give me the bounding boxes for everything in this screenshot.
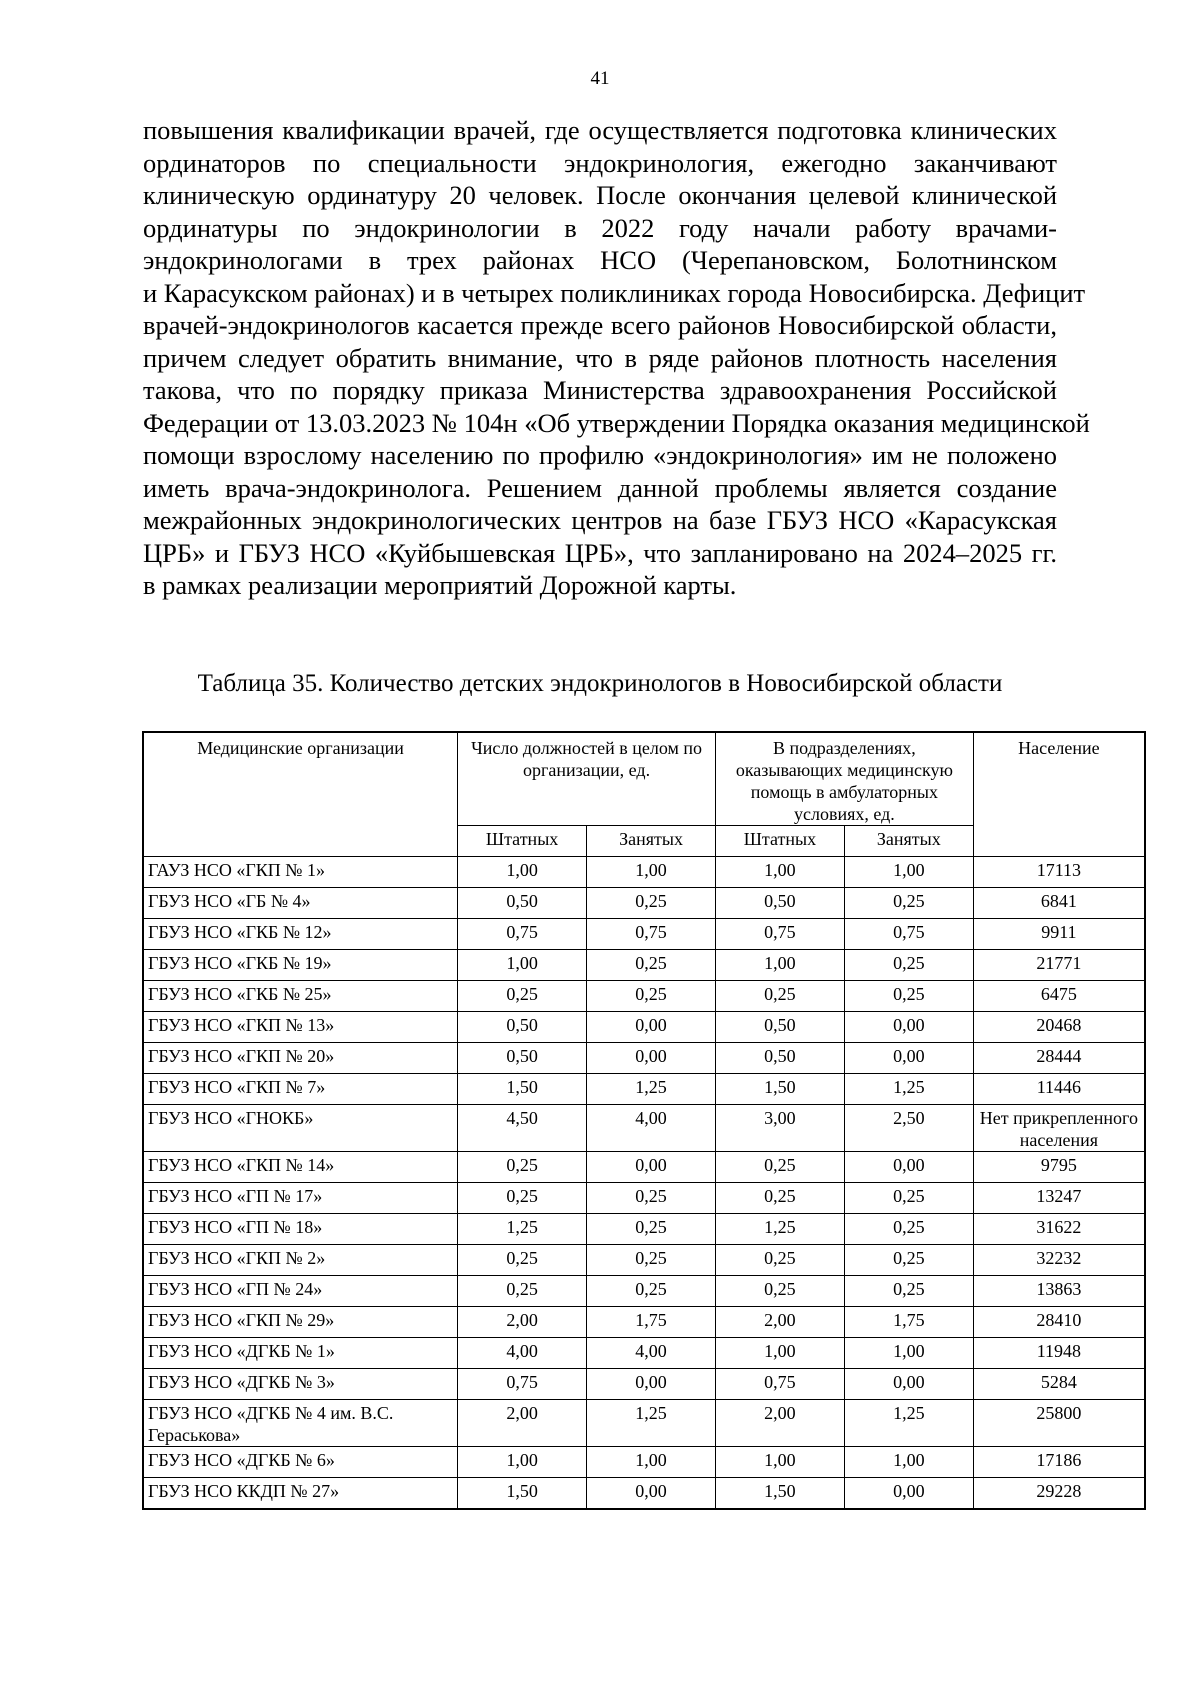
cell-outpatient-occupied: 0,25 [844,888,973,919]
cell-outpatient-occupied: 0,25 [844,1183,973,1214]
table-body [144,857,1145,1509]
cell-outpatient-occupied: 1,25 [844,1400,973,1447]
table-row [144,981,1145,1012]
table-row [144,1447,1145,1478]
cell-outpatient-occupied: 0,25 [844,981,973,1012]
cell-outpatient-occupied: 1,00 [844,857,973,888]
cell-total-staff: 1,00 [458,950,587,981]
cell-outpatient-occupied: 0,00 [844,1043,973,1074]
cell-total-occupied: 0,25 [587,1276,716,1307]
cell-total-occupied: 0,00 [587,1012,716,1043]
header-total-occupied: Занятых [587,826,716,857]
cell-outpatient-occupied: 0,00 [844,1369,973,1400]
cell-outpatient-staff: 1,25 [715,1214,844,1245]
paragraph-line: в рамках реализации мероприятий Дорожной карты. [143,570,737,600]
cell-population: 32232 [973,1245,1144,1276]
cell-total-staff: 0,25 [458,1276,587,1307]
cell-organization: ГАУЗ НСО «ГКП № 1» [144,857,458,888]
table-row [144,1152,1145,1183]
cell-total-occupied: 0,00 [587,1043,716,1074]
cell-total-occupied: 1,00 [587,857,716,888]
cell-organization: ГБУЗ НСО «ДГКБ № 6» [144,1447,458,1478]
paragraph-line: ординатуры по эндокринологии в 2022 году начали работу врачами- [143,212,1057,243]
table-row [144,1012,1145,1043]
cell-total-occupied: 1,75 [587,1307,716,1338]
paragraph-line: повышения квалификации врачей, где осуществляется подготовка клинических [143,115,1057,145]
cell-outpatient-occupied: 0,25 [844,1276,973,1307]
cell-total-staff: 0,75 [458,919,587,950]
paragraph-line: помощи взрослому населению по профилю «эндокринология» им не положено [143,440,1057,470]
cell-population: 6475 [973,981,1144,1012]
cell-outpatient-staff: 2,00 [715,1400,844,1447]
cell-population: 28444 [973,1043,1144,1074]
cell-total-staff: 0,25 [458,1245,587,1276]
cell-organization: ГБУЗ НСО «ГКП № 2» [144,1245,458,1276]
paragraph-line: клиническую ординатуру 20 человек. После окончания целевой клинической [143,180,1057,210]
cell-total-staff: 1,50 [458,1074,587,1105]
cell-organization: ГБУЗ НСО «ГКБ № 19» [144,950,458,981]
header-total-staff: Штатных [458,826,587,857]
cell-organization: ГБУЗ НСО ККДП № 27» [144,1478,458,1509]
table-row [144,857,1145,888]
paragraph-line: эндокринологами в трех районах НСО (Черепановском, Болотнинском [143,245,1057,275]
cell-outpatient-occupied: 0,25 [844,950,973,981]
cell-outpatient-staff: 2,00 [715,1307,844,1338]
cell-organization: ГБУЗ НСО «ГКБ № 12» [144,919,458,950]
cell-total-staff: 2,00 [458,1307,587,1338]
cell-outpatient-staff: 1,50 [715,1478,844,1509]
cell-total-staff: 4,50 [458,1105,587,1152]
cell-outpatient-staff: 0,50 [715,1012,844,1043]
cell-total-occupied: 0,25 [587,1183,716,1214]
cell-total-occupied: 0,75 [587,919,716,950]
table-row [144,1105,1145,1152]
cell-population: 5284 [973,1369,1144,1400]
table-row [144,919,1145,950]
cell-organization: ГБУЗ НСО «ГП № 24» [144,1276,458,1307]
paragraph-line: и Карасукском районах) и в четырех поликлиниках города Новосибирска. Дефицит [143,277,1086,308]
cell-organization: ГБУЗ НСО «ГКП № 7» [144,1074,458,1105]
cell-organization: ГБУЗ НСО «ГП № 17» [144,1183,458,1214]
cell-outpatient-staff: 1,50 [715,1074,844,1105]
cell-total-staff: 2,00 [458,1400,587,1447]
cell-outpatient-staff: 1,00 [715,857,844,888]
cell-organization: ГБУЗ НСО «ГКП № 14» [144,1152,458,1183]
cell-population: 11446 [973,1074,1144,1105]
cell-outpatient-staff: 0,25 [715,1245,844,1276]
paragraph-line: причем следует обратить внимание, что в ряде районов плотность населения [143,342,1057,373]
cell-outpatient-staff: 0,75 [715,919,844,950]
cell-outpatient-staff: 0,25 [715,1183,844,1214]
cell-total-staff: 1,00 [458,1447,587,1478]
cell-total-occupied: 0,00 [587,1369,716,1400]
header-organizations: Медицинские организации [144,733,458,857]
table-row [144,1276,1145,1307]
cell-outpatient-staff: 1,00 [715,1338,844,1369]
table-row [144,1338,1145,1369]
cell-total-occupied: 0,25 [587,1245,716,1276]
cell-total-staff: 4,00 [458,1338,587,1369]
cell-population: 6841 [973,888,1144,919]
cell-organization: ГБУЗ НСО «ГКП № 13» [144,1012,458,1043]
table-row [144,1307,1145,1338]
paragraph-line: такова, что по порядку приказа Министерства здравоохранения Российской [143,375,1057,405]
cell-total-staff: 0,50 [458,1043,587,1074]
cell-outpatient-occupied: 0,00 [844,1152,973,1183]
cell-outpatient-staff: 0,25 [715,1276,844,1307]
paragraph-line: врачей-эндокринологов касается прежде всего районов Новосибирской области, [143,310,1057,340]
table-row [144,888,1145,919]
cell-outpatient-staff: 0,25 [715,981,844,1012]
cell-organization: ГБУЗ НСО «ДГКБ № 4 им. В.С. Гераськова» [144,1400,458,1447]
table-row [144,950,1145,981]
cell-outpatient-occupied: 1,75 [844,1307,973,1338]
table-caption: Таблица 35. Количество детских эндокринологов в Новосибирской области [197,670,1003,697]
cell-total-staff: 0,25 [458,981,587,1012]
cell-total-staff: 0,75 [458,1369,587,1400]
cell-organization: ГБУЗ НСО «ГКБ № 25» [144,981,458,1012]
cell-outpatient-staff: 0,75 [715,1369,844,1400]
cell-outpatient-occupied: 1,00 [844,1447,973,1478]
header-outpatient-staff: Штатных [715,826,844,857]
endocrinologists-table [143,732,1145,1509]
cell-outpatient-occupied: 0,25 [844,1214,973,1245]
cell-total-staff: 1,00 [458,857,587,888]
cell-outpatient-staff: 0,25 [715,1152,844,1183]
cell-population: 9911 [973,919,1144,950]
cell-total-staff: 0,25 [458,1152,587,1183]
table-row [144,1183,1145,1214]
paragraph-line: межрайонных эндокринологических центров на базе ГБУЗ НСО «Карасукская [143,505,1057,535]
table-row [144,1245,1145,1276]
paragraph-line: Федерации от 13.03.2023 № 104н «Об утверждении Порядка оказания медицинской [143,407,1090,438]
cell-total-staff: 0,50 [458,888,587,919]
cell-organization: ГБУЗ НСО «ДГКБ № 3» [144,1369,458,1400]
table-row [144,1369,1145,1400]
cell-outpatient-staff: 1,00 [715,950,844,981]
cell-population: 25800 [973,1400,1144,1447]
cell-population: 20468 [973,1012,1144,1043]
table-header-row [144,733,1145,826]
cell-organization: ГБУЗ НСО «ГКП № 29» [144,1307,458,1338]
header-outpatient-occupied: Занятых [844,826,973,857]
table-row [144,1074,1145,1105]
cell-outpatient-occupied: 2,50 [844,1105,973,1152]
cell-outpatient-occupied: 0,75 [844,919,973,950]
cell-total-occupied: 0,25 [587,981,716,1012]
cell-organization: ГБУЗ НСО «ГКП № 20» [144,1043,458,1074]
table-row [144,1478,1145,1509]
table-row [144,1214,1145,1245]
cell-total-occupied: 4,00 [587,1105,716,1152]
cell-total-occupied: 0,25 [587,888,716,919]
cell-total-staff: 0,50 [458,1012,587,1043]
header-positions-outpatient: В подразделениях, оказывающих медицинскую помощь в амбулаторных условиях, ед. [715,733,973,826]
body-paragraph [143,114,1090,602]
cell-outpatient-staff: 1,00 [715,1447,844,1478]
cell-total-staff: 0,25 [458,1183,587,1214]
cell-population: 21771 [973,950,1144,981]
cell-population: 31622 [973,1214,1144,1245]
cell-population: 9795 [973,1152,1144,1183]
header-population: Население [973,733,1144,857]
cell-population: 28410 [973,1307,1144,1338]
cell-total-occupied: 0,25 [587,1214,716,1245]
cell-organization: ГБУЗ НСО «ГБ № 4» [144,888,458,919]
cell-population: 29228 [973,1478,1144,1509]
table-row [144,1043,1145,1074]
cell-total-occupied: 4,00 [587,1338,716,1369]
cell-outpatient-occupied: 0,00 [844,1012,973,1043]
cell-population: 13863 [973,1276,1144,1307]
paragraph-line: иметь врача-эндокринолога. Решением данной проблемы является создание [143,472,1057,503]
paragraph-line: ЦРБ» и ГБУЗ НСО «Куйбышевская ЦРБ», что запланировано на 2024–2025 гг. [143,537,1057,568]
cell-outpatient-occupied: 0,25 [844,1245,973,1276]
cell-organization: ГБУЗ НСО «ГП № 18» [144,1214,458,1245]
cell-outpatient-occupied: 0,00 [844,1478,973,1509]
cell-organization: ГБУЗ НСО «ДГКБ № 1» [144,1338,458,1369]
cell-total-staff: 1,25 [458,1214,587,1245]
cell-outpatient-occupied: 1,00 [844,1338,973,1369]
cell-organization: ГБУЗ НСО «ГНОКБ» [144,1105,458,1152]
cell-total-staff: 1,50 [458,1478,587,1509]
cell-outpatient-occupied: 1,25 [844,1074,973,1105]
cell-outpatient-staff: 3,00 [715,1105,844,1152]
cell-total-occupied: 0,00 [587,1478,716,1509]
cell-population: 13247 [973,1183,1144,1214]
cell-total-occupied: 1,00 [587,1447,716,1478]
cell-population: 17186 [973,1447,1144,1478]
cell-outpatient-staff: 0,50 [715,1043,844,1074]
cell-total-occupied: 1,25 [587,1400,716,1447]
header-positions-total: Число должностей в целом по организации, ед. [458,733,716,826]
page-number: 41 [590,68,610,89]
paragraph-line: ординаторов по специальности эндокринология, ежегодно заканчивают [143,147,1057,178]
cell-outpatient-staff: 0,50 [715,888,844,919]
table-row [144,1400,1145,1447]
cell-total-occupied: 0,00 [587,1152,716,1183]
cell-total-occupied: 1,25 [587,1074,716,1105]
cell-population: 17113 [973,857,1144,888]
cell-total-occupied: 0,25 [587,950,716,981]
cell-population: 11948 [973,1338,1144,1369]
cell-population: Нет прикрепленного населения [973,1105,1144,1152]
